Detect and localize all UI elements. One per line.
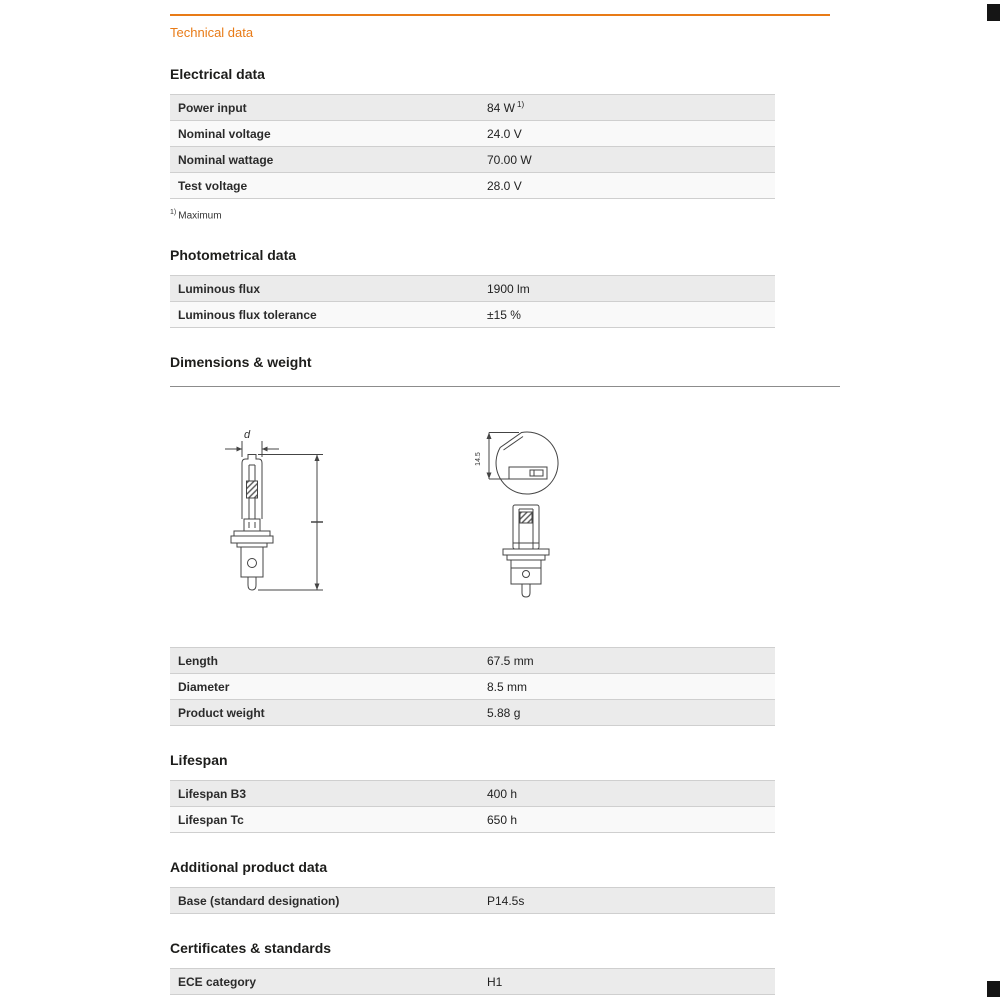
footnote-text: Maximum: [178, 210, 222, 222]
row-label: Lifespan B3: [178, 786, 247, 801]
row-product-weight: [170, 700, 775, 726]
row-label: Power input: [178, 100, 247, 115]
dimension-height-label: 14.5: [475, 452, 482, 467]
row-label: Product weight: [178, 705, 265, 720]
row-base-designation: [170, 888, 775, 914]
row-label: Nominal voltage: [178, 126, 271, 141]
row-label: Base (standard designation): [178, 893, 340, 908]
row-test-voltage: [170, 173, 775, 199]
row-value: 650 h: [487, 812, 518, 827]
additional-data-table: [170, 887, 775, 914]
dimension-d-label: d: [243, 429, 251, 442]
technical-drawings: [170, 387, 840, 614]
row-power-input: [170, 95, 775, 121]
lifespan-data-table: [170, 780, 775, 833]
row-nominal-voltage: [170, 121, 775, 147]
row-value: 5.88 g: [487, 705, 521, 720]
top-accent-rule: [170, 14, 830, 16]
screen-edge-artifact-top-right: [987, 4, 1000, 21]
row-label: Luminous flux tolerance: [178, 307, 317, 322]
technical-data-page: [170, 0, 840, 995]
electrical-data-table: [170, 94, 775, 199]
section-title-lifespan: Lifespan: [170, 752, 228, 769]
dimensions-data-table: [170, 647, 775, 726]
row-value: 400 h: [487, 786, 518, 801]
row-value: 24.0 V: [487, 126, 522, 141]
section-title-dimensions: Dimensions & weight: [170, 354, 312, 371]
row-lifespan-b3: [170, 781, 775, 807]
row-lifespan-tc: [170, 807, 775, 833]
row-value: [487, 100, 775, 115]
row-value: 67.5 mm: [487, 653, 534, 668]
footnote-marker: 1): [170, 209, 177, 216]
row-length: [170, 648, 775, 674]
row-label: Luminous flux: [178, 281, 260, 296]
screen-edge-artifact-bottom-right: [987, 981, 1000, 997]
photometrical-data-table: [170, 275, 775, 328]
row-value: 70.00 W: [487, 152, 532, 167]
row-value: ±15 %: [487, 307, 521, 322]
row-value: 1900 lm: [487, 281, 530, 296]
section-title-additional: Additional product data: [170, 859, 328, 876]
section-title-electrical: Electrical data: [170, 66, 265, 82]
spacer: [170, 614, 840, 647]
row-label: Diameter: [178, 679, 230, 694]
row-label: Nominal wattage: [178, 152, 274, 167]
section-title-certificates: Certificates & standards: [170, 940, 332, 957]
row-label: Lifespan Tc: [178, 812, 244, 827]
row-value: 8.5 mm: [487, 679, 528, 694]
row-ece-category: [170, 969, 775, 995]
row-value: 28.0 V: [487, 178, 522, 193]
row-label: Length: [178, 653, 218, 668]
row-label: Test voltage: [178, 178, 248, 193]
certificates-data-table: [170, 968, 775, 995]
value-text: 84 W: [487, 101, 516, 115]
row-luminous-flux-tolerance: [170, 302, 775, 328]
section-title-photometrical: Photometrical data: [170, 247, 297, 264]
row-nominal-wattage: [170, 147, 775, 173]
row-luminous-flux: [170, 276, 775, 302]
footnote-maximum: [170, 209, 840, 221]
footnote-reference: 1): [517, 100, 525, 109]
bulb-top-view-drawing: [475, 427, 580, 612]
row-value: P14.5s: [487, 893, 525, 908]
row-diameter: [170, 674, 775, 700]
row-value: H1: [487, 974, 503, 989]
page-title[interactable]: Technical data: [170, 25, 254, 40]
row-label: ECE category: [178, 974, 257, 989]
bulb-side-view-drawing: [222, 427, 337, 612]
